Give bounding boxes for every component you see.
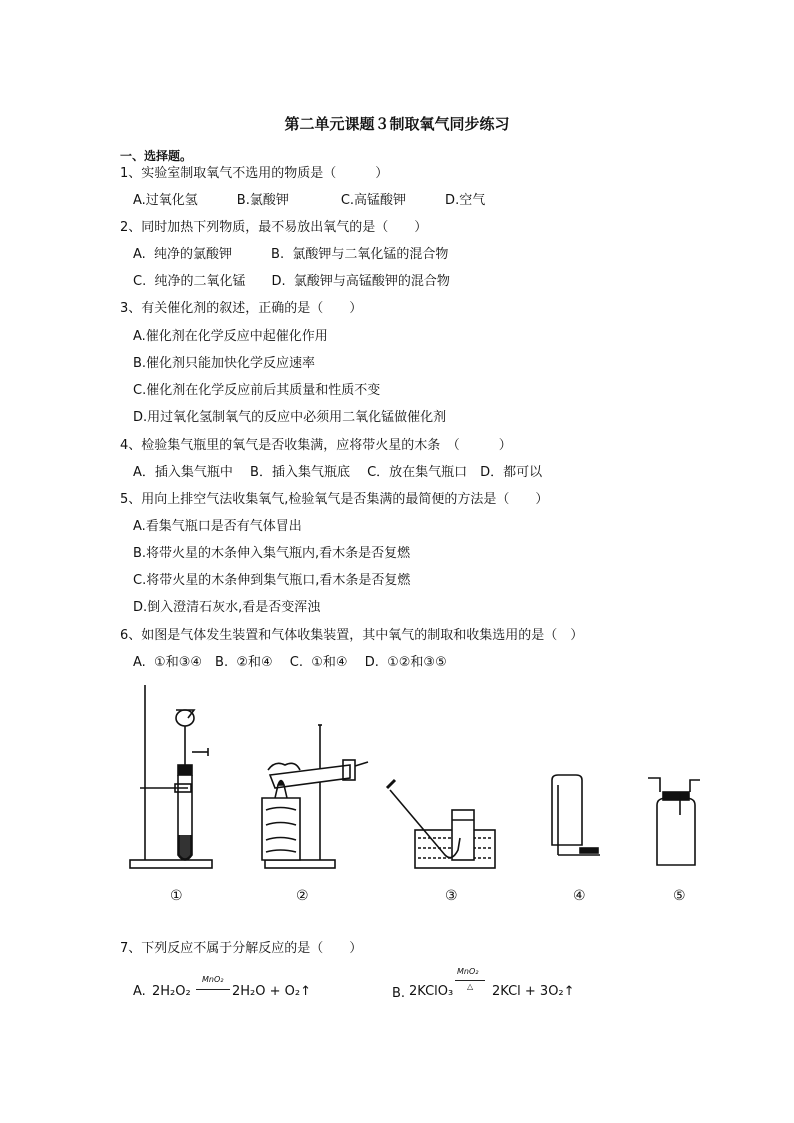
question-3-stem: 3、有关催化剂的叙述，正确的是（ ） [120,301,363,316]
question-3-option-b: B.催化剂只能加快化学反应速率 [133,356,316,371]
question-5-option-d: D.倒入澄清石灰水,看是否变浑浊 [133,600,321,615]
question-6-options: A. ①和③④ B. ②和④ C. ①和④ D. ①②和③⑤ [133,655,447,670]
equation-a-bar [196,989,230,990]
question-6-stem: 6、如图是气体发生装置和气体收集装置，其中氧气的制取和收集选用的是（ ） [120,628,584,643]
question-3-option-a: A.催化剂在化学反应中起催化作用 [133,329,328,344]
question-1-stem: 1、实验室制取氧气不选用的物质是（ ） [120,166,389,181]
apparatus-4-drawing [552,775,600,855]
equation-b-condition-bottom: △ [467,982,474,991]
equation-b-reactants: 2KClO₃ [409,984,454,999]
question-1-options: A.过氧化氢 B.氯酸钾 C.高锰酸钾 D.空气 [133,193,486,208]
equation-b-condition-top: MnO₂ [457,967,479,976]
question-4-stem: 4、检验集气瓶里的氧气是否收集满，应将带火星的木条 （ ） [120,438,512,453]
question-5-option-a: A.看集气瓶口是否有气体冒出 [133,519,302,534]
apparatus-1-drawing [130,685,212,868]
apparatus-5-label: ⑤ [673,888,686,904]
question-5-stem: 5、用向上排空气法收集氧气,检验氧气是否集满的最简便的方法是（ ） [120,492,549,507]
apparatus-5-drawing [648,778,700,865]
apparatus-4-label: ④ [573,888,586,904]
apparatus-3-drawing [387,780,495,868]
page-title: 第二单元课题３制取氧气同步练习 [284,115,510,133]
apparatus-1-label: ① [170,888,183,904]
question-7-stem: 7、下列反应不属于分解反应的是（ ） [120,941,363,956]
section-heading: 一、选择题。 [120,149,193,163]
question-3-option-c: C.催化剂在化学反应前后其质量和性质不变 [133,383,381,398]
equation-b-label: B. [392,986,406,1001]
apparatus-2-label: ② [296,888,309,904]
equation-a-products: 2H₂O + O₂↑ [232,984,311,999]
question-4-options: A．插入集气瓶中 B．插入集气瓶底 C．放在集气瓶口 D．都可以 [133,465,543,480]
question-2-stem: 2、同时加热下列物质，最不易放出氧气的是（ ） [120,220,428,235]
question-2-option-ab: A. 纯净的氯酸钾 B. 氯酸钾与二氧化锰的混合物 [133,247,449,262]
apparatus-diagram [100,680,740,920]
question-2-option-cd: C. 纯净的二氧化锰 D. 氯酸钾与高锰酸钾的混合物 [133,274,450,289]
equation-a-condition: MnO₂ [202,975,224,984]
equation-a-reactants: 2H₂O₂ [152,984,191,999]
question-3-option-d: D.用过氧化氢制氧气的反应中必须用二氧化锰做催化剂 [133,410,447,425]
equation-a-label: A. [133,984,146,999]
equation-b-products: 2KCl + 3O₂↑ [492,984,575,999]
question-5-option-b: B.将带火星的木条伸入集气瓶内,看木条是否复燃 [133,546,411,561]
apparatus-2-drawing [262,725,368,868]
equation-b-bar [455,980,485,981]
apparatus-3-label: ③ [445,888,458,904]
question-5-option-c: C.将带火星的木条伸到集气瓶口,看木条是否复燃 [133,573,411,588]
